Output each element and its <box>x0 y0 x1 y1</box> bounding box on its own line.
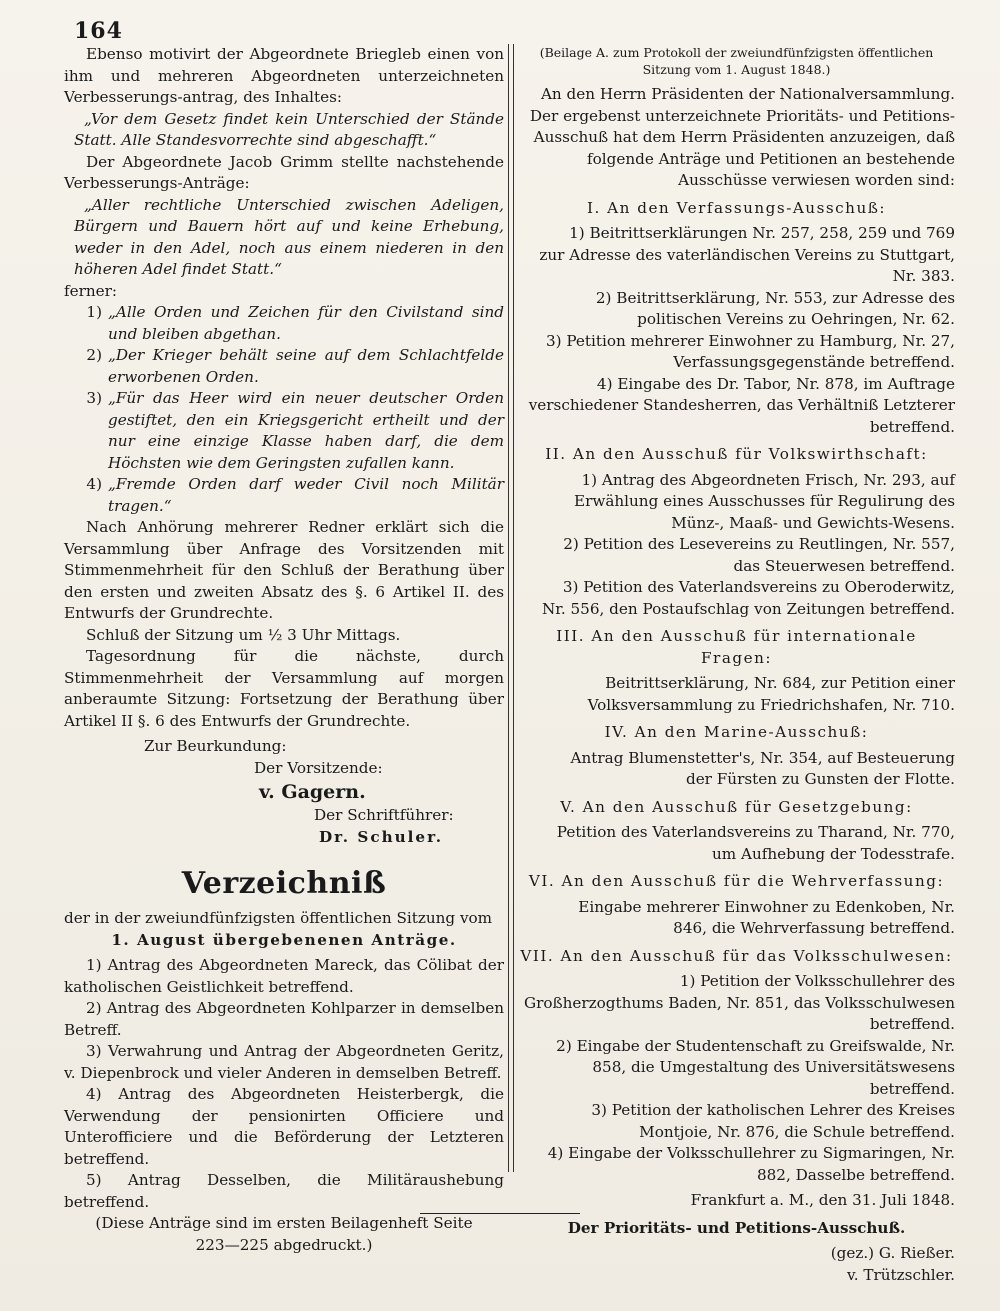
antrag-item: 2) Antrag des Abgeordneten Kohlparzer in demselben Betreff. <box>64 999 504 1039</box>
list-item-text: „Fremde Orden darf weder Civil noch Militär tragen.“ <box>108 475 504 515</box>
verzeichniss-subtitle-date: 1. August übergebenenen Anträge. <box>111 930 457 949</box>
list-item <box>64 474 504 517</box>
signature-truetzschler: v. Trützschler. <box>846 1265 955 1284</box>
bottom-rule <box>420 1213 580 1214</box>
committee-signature: Der Prioritäts- und Petitions-Ausschuß. <box>567 1218 906 1237</box>
right-column <box>518 44 955 1286</box>
section-title: I. An den Verfassungs-Ausschuß: <box>586 198 886 217</box>
left-column <box>64 44 504 1256</box>
list-item <box>64 388 504 474</box>
intro-paragraph: Der ergebenst unterzeichnete Prioritäts- und Petitions-Ausschuß hat dem Herrn Präsidenten anzuzeigen, daß folgende Anträge und Petitionen an bestehende Ausschüsse verwiesen worden sind: <box>529 106 955 189</box>
column-divider <box>508 44 514 1172</box>
section-title: VII. An den Ausschuß für das Volksschulwesen: <box>520 946 953 965</box>
section-item: 3) Petition der katholischen Lehrer des Kreises Montjoie, Nr. 876, die Schule betreffend. <box>591 1101 955 1141</box>
section-item: 2) Eingabe der Studentenschaft zu Greifswalde, Nr. 858, die Umgestaltung des Universitätswesens betreffend. <box>556 1036 955 1098</box>
orden-list <box>64 302 504 517</box>
section-item: 3) Petition des Vaterlandsvereins zu Oberoderwitz, Nr. 556, den Postaufschlag von Zeitungen betreffend. <box>541 578 955 618</box>
paragraph-tagesordnung: Tagesordnung für die nächste, durch Stimmenmehrheit der Versammlung auf morgen anberaumte Sitzung: Fortsetzung der Berathung über Artikel II §. 6 des Entwurfs der Grundrechte. <box>64 647 504 730</box>
list-item-text: „Der Krieger behält seine auf dem Schlachtfelde erworbenen Orden. <box>108 346 504 386</box>
section-item: Eingabe mehrerer Einwohner zu Edenkoben, Nr. 846, die Wehrverfassung betreffend. <box>578 897 955 937</box>
verzeichniss-subtitle: der in der zweiundfünfzigsten öffentlichen Sitzung vom <box>64 909 493 927</box>
list-item-number: 4) <box>86 475 102 493</box>
antrag-item: 4) Antrag des Abgeordneten Heisterbergk, die Verwendung der pensionirten Officiere und Unterofficiere und die Beförderung der Letzteren betreffend. <box>64 1085 504 1168</box>
signature-riesser: (gez.) G. Rießer. <box>830 1244 955 1262</box>
verzeichniss-title: Verzeichniß <box>181 866 387 901</box>
paragraph-grimm: Der Abgeordnete Jacob Grimm stellte nachstehende Verbesserungs-Anträge: <box>64 152 504 192</box>
ferner-label: ferner: <box>64 281 118 300</box>
paragraph-schluss-sitzung: Schluß der Sitzung um ½ 3 Uhr Mittags. <box>86 625 401 644</box>
list-item-text: „Alle Orden und Zeichen für den Civilstand sind und bleiben abgethan. <box>108 303 504 343</box>
section-title: IV. An den Marine-Ausschuß: <box>604 723 869 741</box>
section-item: Beitrittserklärung, Nr. 684, zur Petition einer Volksversammlung zu Friedrichshafen, Nr. 710. <box>587 674 955 714</box>
beilage-header: (Beilage A. zum Protokoll der zweiundfünfzigsten öffentlichen Sitzung vom 1. August 1848.) <box>539 45 934 77</box>
section-item: 4) Eingabe des Dr. Tabor, Nr. 878, im Auftrage verschiedener Standesherren, das Verhältniß Letzterer betreffend. <box>528 374 955 436</box>
antrag-item: 1) Antrag des Abgeordneten Mareck, das Cölibat der katholischen Geistlichkeit betreffend. <box>64 956 504 996</box>
section-title: II. An den Ausschuß für Volkswirthschaft: <box>545 445 928 463</box>
list-item-number: 2) <box>86 346 102 364</box>
section-item: 4) Eingabe der Volksschullehrer zu Sigmaringen, Nr. 882, Dasselbe betreffend. <box>547 1144 955 1184</box>
section-item: 3) Petition mehrerer Einwohner zu Hamburg, Nr. 27, Verfassungsgegenstände betreffend. <box>545 331 955 371</box>
section-item: 2) Petition des Lesevereins zu Reutlingen, Nr. 557, das Steuerwesen betreffend. <box>563 535 955 575</box>
list-item <box>64 302 504 345</box>
section-title: V. An den Ausschuß für Gesetzgebung: <box>560 797 913 816</box>
section-item: 1) Petition der Volksschullehrer des Großherzogthums Baden, Nr. 851, das Volksschulwesen betreffend. <box>523 972 955 1033</box>
quote-briegleb: „Vor dem Gesetz findet kein Unterschied der Stände Statt. Alle Standesvorrechte sind abgeschafft.“ <box>74 109 504 149</box>
list-item <box>64 345 504 388</box>
page-number: 164 <box>74 18 123 44</box>
section-item: Petition des Vaterlandsvereins zu Tharand, Nr. 770, um Aufhebung der Todesstrafe. <box>556 823 955 863</box>
vorsitzende-name: v. Gagern. <box>259 781 366 803</box>
section-item: 1) Antrag des Abgeordneten Frisch, Nr. 293, auf Erwählung eines Ausschusses für Regulirung des Münz-, Maaß- und Gewichts-Wesens. <box>573 470 955 532</box>
section-item: 1) Beitrittserklärungen Nr. 257, 258, 259 und 769 zur Adresse des vaterländischen Vereins zu Stuttgart, Nr. 383. <box>539 224 955 285</box>
schriftfuehrer-name: Dr. Schuler. <box>319 827 443 846</box>
section-title: VI. An den Ausschuß für die Wehrverfassung: <box>528 872 945 890</box>
section-item: Antrag Blumenstetter's, Nr. 354, auf Besteuerung der Fürsten zu Gunsten der Flotte. <box>570 748 955 788</box>
address-line: An den Herrn Präsidenten der Nationalversammlung. <box>540 85 955 103</box>
schriftfuehrer-label: Der Schriftführer: <box>314 806 454 824</box>
list-item-text: „Für das Heer wird ein neuer deutscher Orden gestiftet, den ein Kriegsgericht ertheilt und der nur eine einzige Klasse haben darf, die dem Höchsten wie dem Geringsten zufallen kann. <box>108 389 504 472</box>
section-title: III. An den Ausschuß für internationale Fragen: <box>556 627 917 667</box>
beurkundung-label: Zur Beurkundung: <box>144 737 287 755</box>
section-item: 2) Beitrittserklärung, Nr. 553, zur Adresse des politischen Vereins zu Oehringen, Nr. 62. <box>595 288 955 328</box>
list-item-number: 3) <box>86 389 102 407</box>
antrag-item: 5) Antrag Desselben, die Militäraushebung betreffend. <box>64 1171 504 1211</box>
list-item-number: 1) <box>86 303 102 321</box>
vorsitzende-label: Der Vorsitzende: <box>254 758 383 777</box>
antraege-note: (Diese Anträge sind im ersten Beilagenheft Seite 223—225 abgedruckt.) <box>95 1214 473 1254</box>
quote-grimm: „Aller rechtliche Unterschied zwischen Adeligen, Bürgern und Bauern hört auf und keine Erhebung, weder in den Adel, noch aus einem niederen in den höheren Adel findet Statt.“ <box>74 195 504 278</box>
date-line: Frankfurt a. M., den 31. Juli 1848. <box>690 1191 955 1209</box>
paragraph-briegleb: Ebenso motivirt der Abgeordnete Briegleb einen von ihm und mehreren Abgeordneten unterzeichneten Verbesserungs-antrag, des Inhaltes: <box>64 45 504 106</box>
paragraph-schluss-berathung: Nach Anhörung mehrerer Redner erklärt sich die Versammlung über Anfrage des Vorsitzenden mit Stimmenmehrheit für den Schluß der Berathung über den ersten und zweiten Absatz des §. 6 Artikel II. des Entwurfs der Grundrechte. <box>64 518 504 622</box>
antrag-item: 3) Verwahrung und Antrag der Abgeordneten Geritz, v. Diepenbrock und vieler Anderen in demselben Betreff. <box>64 1042 504 1082</box>
